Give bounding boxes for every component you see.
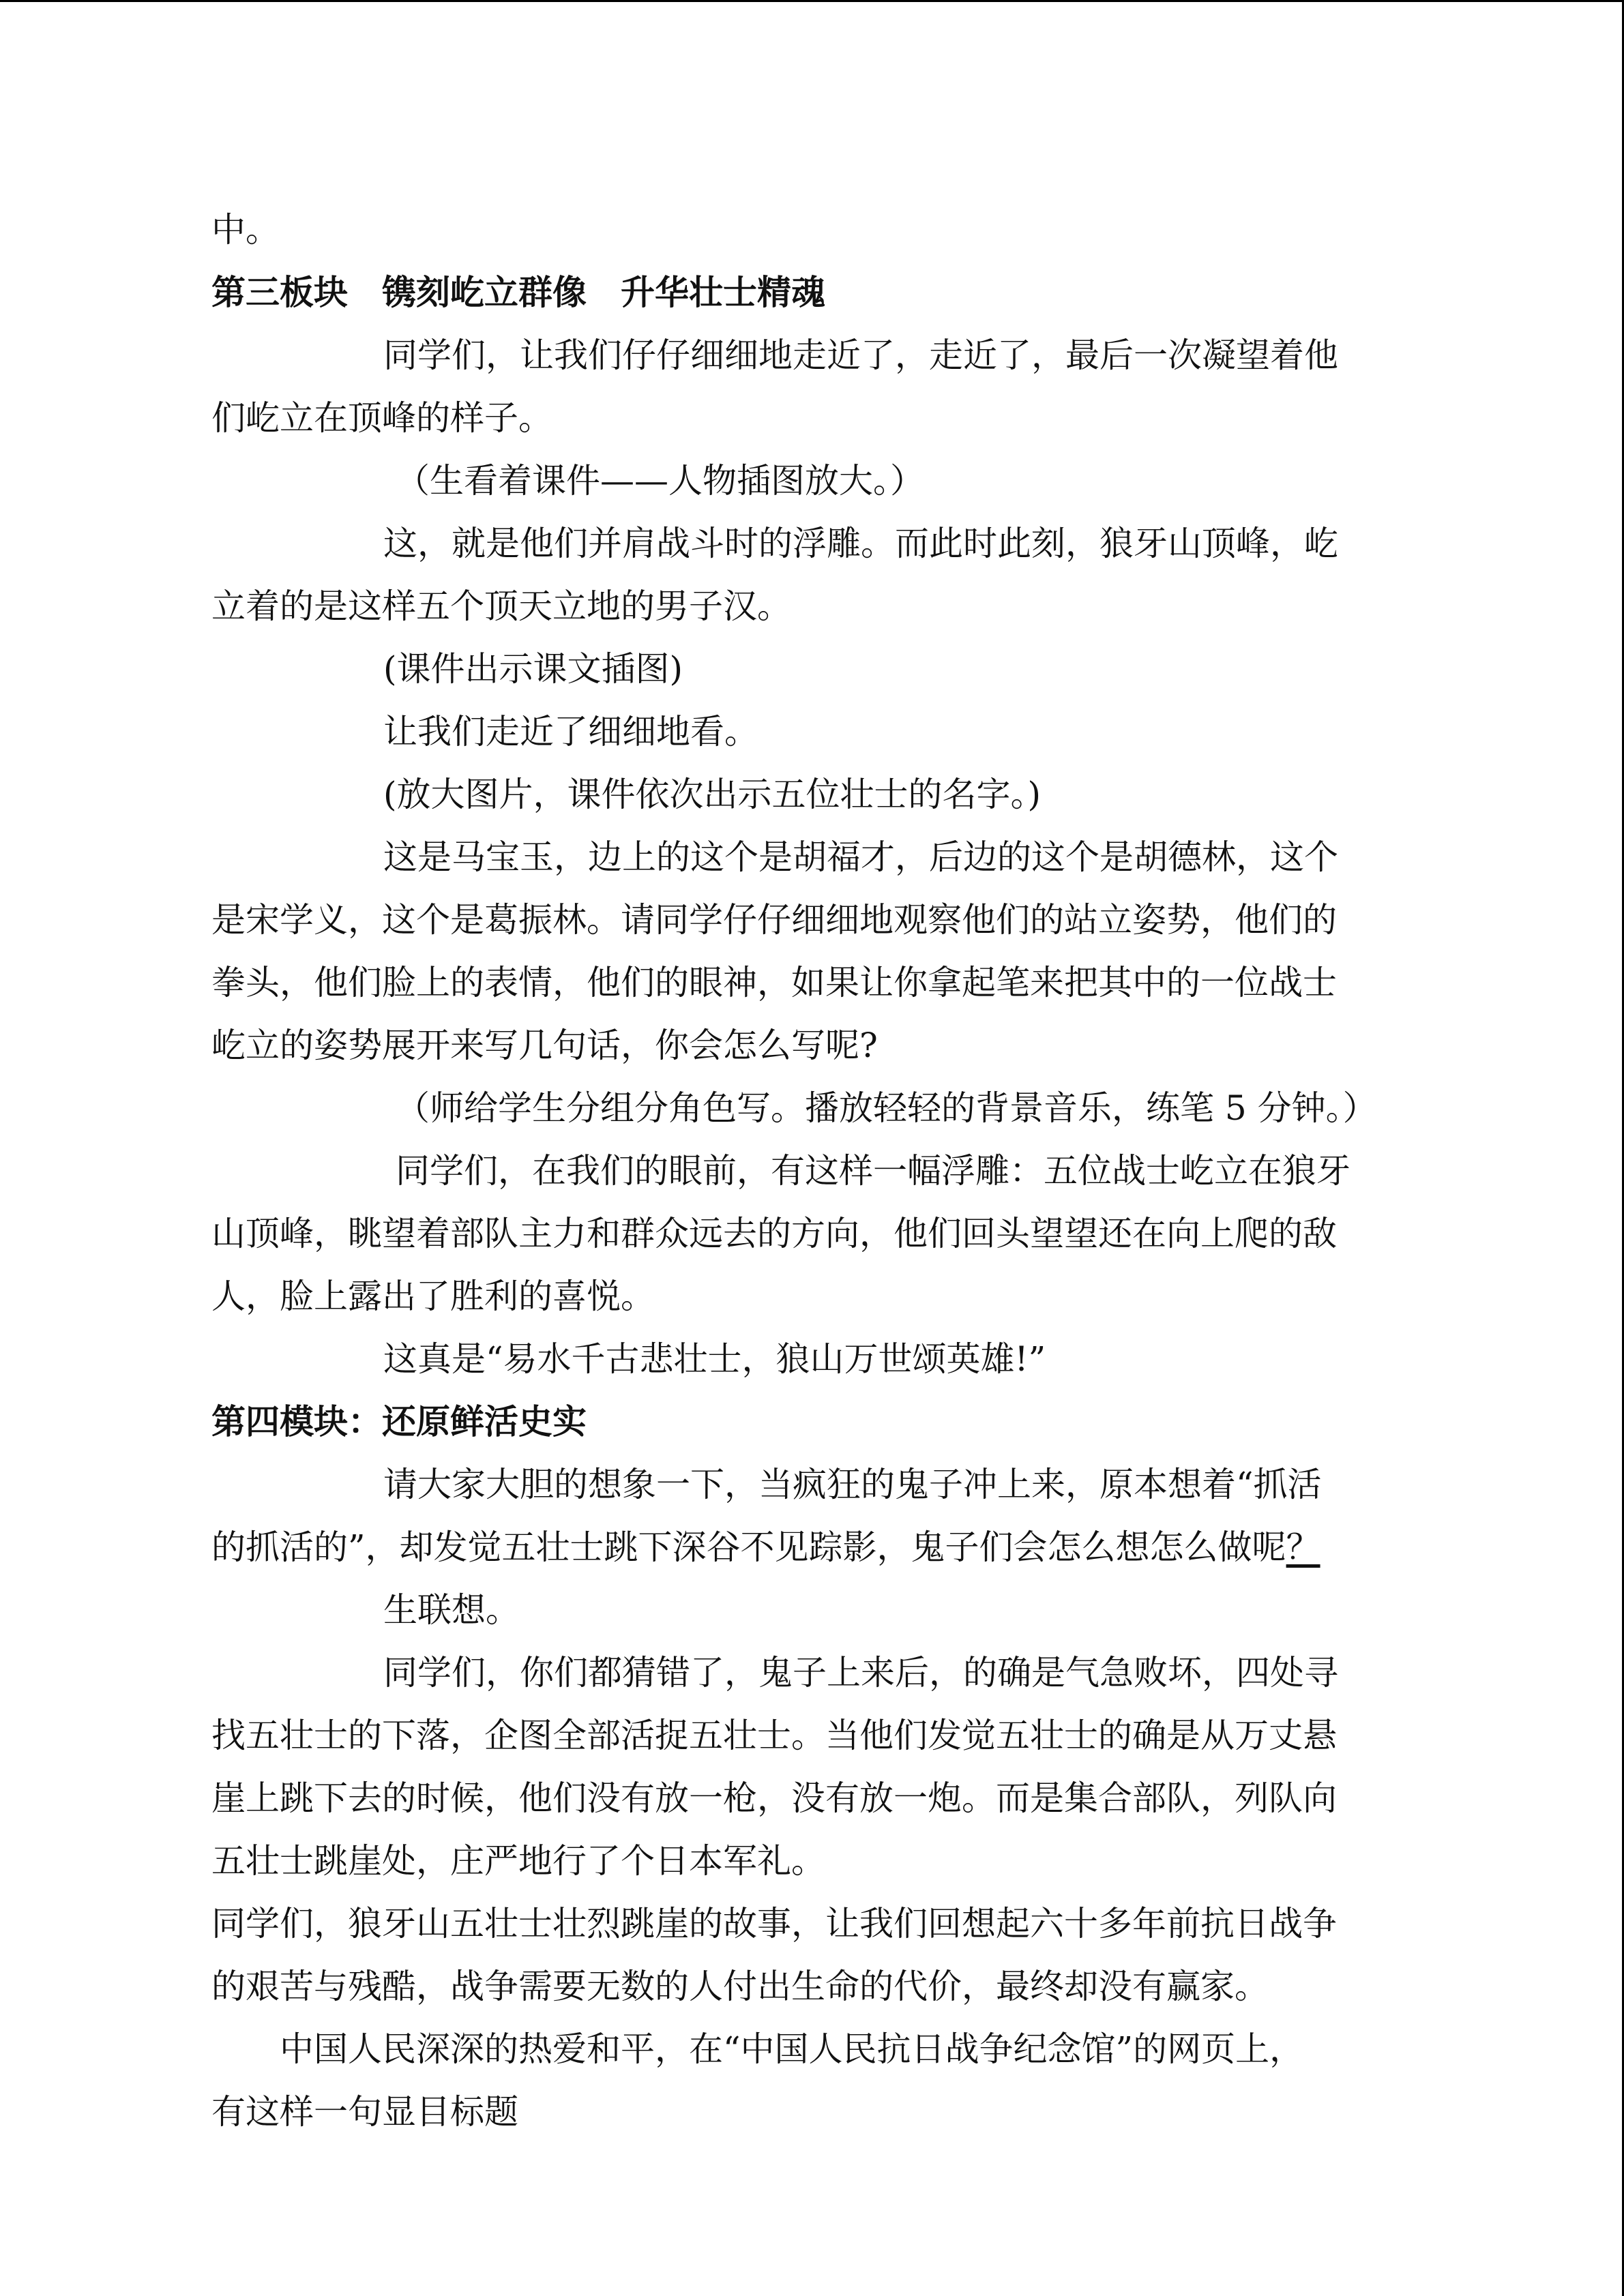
paragraph-line: 屹立的姿势展开来写几句话，你会怎么写呢? bbox=[211, 1026, 878, 1065]
paragraph-line: 五壮士跳崖处，庄严地行了个日本军礼。 bbox=[211, 1841, 825, 1881]
section-heading-3: 第三板块 镌刻屹立群像 升华壮士精魂 bbox=[211, 272, 825, 312]
paragraph-line: 中国人民深深的热爱和平，在“中国人民抗日战争纪念馆”的网页上， bbox=[280, 2029, 1304, 2069]
paragraph-line: 同学们，让我们仔仔细细地走近了，走近了，最后一次凝望着他 bbox=[383, 336, 1338, 375]
paragraph-line bbox=[211, 1516, 1473, 1579]
paragraph-line: 同学们，狼牙山五壮士壮烈跳崖的故事，让我们回想起六十多年前抗日战争 bbox=[211, 1904, 1337, 1943]
paragraph-line: 请大家大胆的想象一下，当疯狂的鬼子冲上来，原本想着“抓活 bbox=[383, 1465, 1322, 1504]
document-body bbox=[211, 198, 1473, 2143]
paragraph-line: 崖上跳下去的时候，他们没有放一枪，没有放一炮。而是集合部队，列队向 bbox=[211, 1778, 1337, 1818]
paragraph-line: 山顶峰，眺望着部队主力和群众远去的方向，他们回头望望还在向上爬的敌 bbox=[211, 1214, 1337, 1253]
paragraph-line: 有这样一句显目标题 bbox=[211, 2092, 518, 2132]
paragraph-line: (放大图片，课件依次出示五位壮士的名字。) bbox=[383, 775, 1042, 814]
paragraph-line: 人，脸上露出了胜利的喜悦。 bbox=[211, 1277, 655, 1316]
paragraph-line: (课件出示课文插图) bbox=[383, 649, 683, 689]
paragraph-line: 这是马宝玉，边上的这个是胡福才，后边的这个是胡德林，这个 bbox=[383, 837, 1338, 877]
paragraph-line: 拳头，他们脸上的表情，他们的眼神，如果让你拿起笔来把其中的一位战士 bbox=[211, 963, 1337, 1002]
underlined-question-mark: ？ bbox=[1286, 1527, 1320, 1567]
paragraph-line: 同学们，你们都猜错了，鬼子上来后，的确是气急败坏，四处寻 bbox=[383, 1653, 1338, 1693]
paragraph-line: 的艰苦与残酷，战争需要无数的人付出生命的代价，最终却没有赢家。 bbox=[211, 1967, 1269, 2006]
paragraph-text: 的抓活的”，却发觉五壮士跳下深谷不见踪影，鬼子们会怎么想怎么做呢 bbox=[211, 1527, 1286, 1567]
paragraph-line: 是宋学义，这个是葛振林。请同学仔仔细细地观察他们的站立姿势，他们的 bbox=[211, 900, 1337, 940]
paragraph-line: （生看着课件——人物插图放大。） bbox=[396, 461, 924, 501]
section-heading-4: 第四模块：还原鲜活史实 bbox=[211, 1401, 587, 1442]
paragraph-line: 们屹立在顶峰的样子。 bbox=[211, 398, 552, 438]
paragraph-line: 立着的是这样五个顶天立地的男子汉。 bbox=[211, 586, 791, 626]
paragraph-line: 同学们，在我们的眼前，有这样一幅浮雕：五位战士屹立在狼牙 bbox=[396, 1151, 1350, 1191]
paragraph-line: 这，就是他们并肩战斗时的浮雕。而此时此刻，狼牙山顶峰，屹 bbox=[383, 524, 1338, 563]
paragraph-line: 找五壮士的下落，企图全部活捉五壮士。当他们发觉五壮士的确是从万丈悬 bbox=[211, 1716, 1337, 1755]
paragraph-line: 中。 bbox=[211, 210, 280, 250]
paragraph-line: 这真是“易水千古悲壮士，狼山万世颂英雄!” bbox=[383, 1339, 1046, 1379]
paragraph-line: 让我们走近了细细地看。 bbox=[383, 712, 758, 751]
paragraph-line: 生联想。 bbox=[383, 1590, 520, 1630]
paragraph-line: （师给学生分组分角色写。播放轻轻的背景音乐，练笔 5 分钟。） bbox=[396, 1088, 1377, 1128]
